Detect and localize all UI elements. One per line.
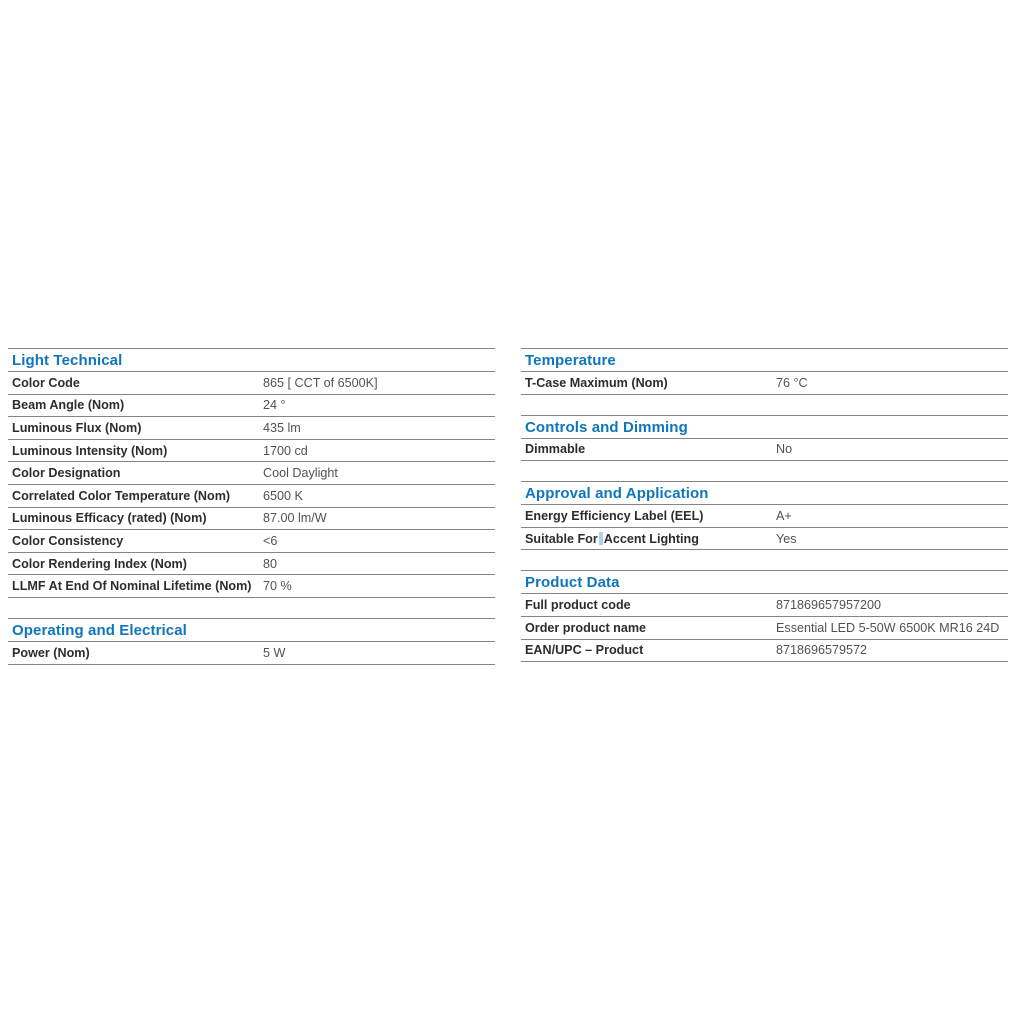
row-value-correlated-color-temperature-nom: 6500 K (263, 488, 303, 503)
spec-row-dimmable (521, 439, 1008, 462)
section-controls-and-dimming (521, 415, 1008, 462)
row-value-order-product-name: Essential LED 5-50W 6500K MR16 24D (776, 620, 1000, 635)
spec-row-color-consistency (8, 530, 495, 553)
right-column (521, 348, 1008, 685)
spec-row-power-nom (8, 642, 495, 665)
row-label-llmf-at-end-of-nominal-lifetime-nom: LLMF At End Of Nominal Lifetime (Nom) (12, 579, 252, 594)
spec-row-color-designation (8, 462, 495, 485)
row-value-color-consistency: <6 (263, 533, 278, 548)
row-label-full-product-code: Full product code (525, 598, 631, 613)
row-value-suitable-for-accent-lighting: Yes (776, 531, 797, 546)
spec-row-color-code (8, 372, 495, 395)
row-label-power-nom: Power (Nom) (12, 645, 90, 660)
row-label-pre: Suitable For (525, 531, 598, 546)
row-value-color-rendering-index-nom: 80 (263, 556, 278, 571)
row-label-color-designation: Color Designation (12, 466, 121, 481)
row-value-dimmable: No (776, 442, 793, 457)
section-operating-and-electrical (8, 618, 495, 665)
row-value-luminous-flux-nom: 435 lm (263, 420, 301, 435)
section-title-approval-and-application: Approval and Application (521, 482, 1008, 505)
spec-row-ean-upc-product (521, 640, 1008, 663)
row-label-t-case-maximum-nom: T-Case Maximum (Nom) (525, 375, 668, 390)
spec-row-beam-angle-nom (8, 395, 495, 418)
section-temperature (521, 348, 1008, 395)
row-label-dimmable: Dimmable (525, 442, 586, 457)
row-label-color-code: Color Code (12, 375, 80, 390)
section-title-operating-and-electrical: Operating and Electrical (8, 619, 495, 642)
spec-columns (8, 348, 1008, 685)
section-title-controls-and-dimming: Controls and Dimming (521, 416, 1008, 439)
spec-row-luminous-efficacy-rated-nom (8, 508, 495, 531)
row-label-luminous-efficacy-rated-nom: Luminous Efficacy (rated) (Nom) (12, 511, 207, 526)
row-value-power-nom: 5 W (263, 645, 286, 660)
section-light-technical (8, 348, 495, 598)
section-product-data (521, 570, 1008, 662)
spec-row-full-product-code (521, 594, 1008, 617)
row-value-full-product-code: 871869657957200 (776, 598, 882, 613)
row-label-post: Accent Lighting (603, 531, 699, 546)
row-label-color-rendering-index-nom: Color Rendering Index (Nom) (12, 556, 187, 571)
section-title-light-technical: Light Technical (8, 349, 495, 372)
row-label-beam-angle-nom: Beam Angle (Nom) (12, 398, 125, 413)
spec-row-suitable-for-accent-lighting (521, 528, 1008, 551)
spec-row-order-product-name (521, 617, 1008, 640)
spec-row-correlated-color-temperature-nom (8, 485, 495, 508)
row-label-luminous-flux-nom: Luminous Flux (Nom) (12, 420, 142, 435)
row-label-ean-upc-product: EAN/UPC – Product (525, 643, 644, 658)
row-label-order-product-name: Order product name (525, 620, 647, 635)
row-value-beam-angle-nom: 24 ° (263, 398, 286, 413)
row-value-color-code: 865 [ CCT of 6500K] (263, 375, 378, 390)
left-column (8, 348, 495, 685)
row-label-luminous-intensity-nom: Luminous Intensity (Nom) (12, 443, 168, 458)
section-approval-and-application (521, 481, 1008, 550)
spec-row-t-case-maximum-nom (521, 372, 1008, 395)
row-label-energy-efficiency-label-eel: Energy Efficiency Label (EEL) (525, 508, 704, 523)
row-value-luminous-intensity-nom: 1700 cd (263, 443, 308, 458)
row-value-color-designation: Cool Daylight (263, 466, 338, 481)
row-value-t-case-maximum-nom: 76 °C (776, 375, 808, 390)
row-value-ean-upc-product: 8718696579572 (776, 643, 868, 658)
spec-row-color-rendering-index-nom (8, 553, 495, 576)
spec-row-llmf-at-end-of-nominal-lifetime-nom (8, 575, 495, 598)
selected-space-highlight (599, 532, 603, 545)
spec-row-energy-efficiency-label-eel (521, 505, 1008, 528)
row-label-suitable-for-accent-lighting (521, 532, 776, 546)
row-label-correlated-color-temperature-nom: Correlated Color Temperature (Nom) (12, 488, 231, 503)
row-value-luminous-efficacy-rated-nom: 87.00 lm/W (263, 511, 327, 526)
spec-row-luminous-flux-nom (8, 417, 495, 440)
row-label-color-consistency: Color Consistency (12, 533, 124, 548)
row-value-llmf-at-end-of-nominal-lifetime-nom: 70 % (263, 579, 292, 594)
row-value-energy-efficiency-label-eel: A+ (776, 508, 792, 523)
spec-row-luminous-intensity-nom (8, 440, 495, 463)
section-title-temperature: Temperature (521, 349, 1008, 372)
section-title-product-data: Product Data (521, 571, 1008, 594)
